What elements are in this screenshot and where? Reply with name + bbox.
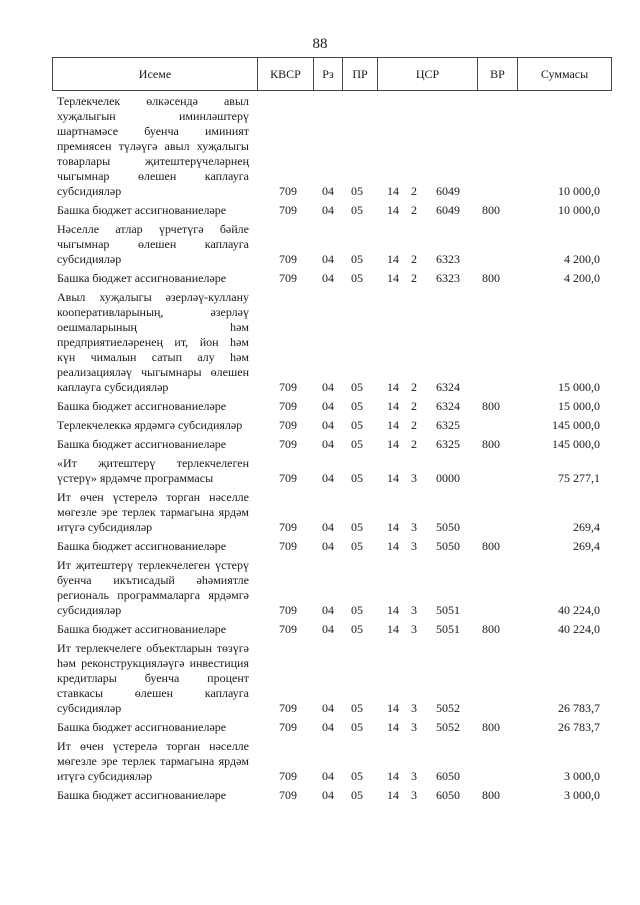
row-name-line: субсидияләр — [57, 603, 122, 617]
sum-cell: 4 200,0 — [564, 271, 600, 285]
sum-cell: 145 000,0 — [552, 437, 600, 451]
row-codes — [0, 539, 640, 554]
csr-program-cell: 14 — [387, 203, 399, 217]
pr-cell: 05 — [351, 184, 363, 198]
table-row — [0, 222, 640, 267]
row-codes — [0, 720, 640, 735]
sum-cell: 26 783,7 — [558, 701, 600, 715]
header-name: Исеме — [53, 58, 258, 90]
sum-cell: 15 000,0 — [558, 399, 600, 413]
rz-cell: 04 — [322, 271, 334, 285]
row-name-line: һәм реконструкцияләүгә инвестиция — [57, 656, 249, 670]
row-name-line: кооперативларының, әзерләү — [57, 305, 249, 319]
csr-subprogram-cell: 3 — [411, 720, 417, 734]
csr-program-cell: 14 — [387, 701, 399, 715]
pr-cell: 05 — [351, 539, 363, 553]
vr-cell: 800 — [482, 720, 500, 734]
pr-cell: 05 — [351, 437, 363, 451]
row-name-line: итүгә субсидияләр — [57, 769, 153, 783]
pr-cell: 05 — [351, 622, 363, 636]
pr-cell: 05 — [351, 769, 363, 783]
header-vr: ВР — [478, 58, 518, 90]
rz-cell: 04 — [322, 380, 334, 394]
rz-cell: 04 — [322, 701, 334, 715]
kvsr-cell: 709 — [279, 720, 297, 734]
csr-subprogram-cell: 3 — [411, 539, 417, 553]
csr-code-cell: 5051 — [436, 622, 460, 636]
row-name-line: субсидияләр — [57, 252, 122, 266]
csr-code-cell: 6049 — [436, 203, 460, 217]
csr-program-cell: 14 — [387, 769, 399, 783]
kvsr-cell: 709 — [279, 418, 297, 432]
row-name-line: Башка бюджет ассигнованиеләре — [57, 622, 227, 636]
rz-cell: 04 — [322, 203, 334, 217]
table-row — [0, 641, 640, 716]
kvsr-cell: 709 — [279, 184, 297, 198]
row-name-line: Ит җитештерү терлекчелеген үстерү — [57, 558, 249, 572]
row-codes — [0, 184, 640, 199]
row-name-line: мөгезле эре терлек тармагына ярдәм — [57, 754, 249, 768]
row-name-line: «Ит җитештерү терлекчелеген — [57, 456, 249, 470]
csr-code-cell: 5050 — [436, 520, 460, 534]
row-name-line: чыгымнар өлешен каплауга — [57, 169, 249, 183]
rz-cell: 04 — [322, 252, 334, 266]
row-codes — [0, 399, 640, 414]
csr-code-cell: 0000 — [436, 471, 460, 485]
csr-program-cell: 14 — [387, 471, 399, 485]
sum-cell: 145 000,0 — [552, 418, 600, 432]
kvsr-cell: 709 — [279, 252, 297, 266]
vr-cell: 800 — [482, 437, 500, 451]
row-codes — [0, 603, 640, 618]
row-name-line: чыгымнар өлешен каплауга — [57, 237, 249, 251]
csr-subprogram-cell: 2 — [411, 252, 417, 266]
csr-code-cell: 6050 — [436, 788, 460, 802]
pr-cell: 05 — [351, 252, 363, 266]
kvsr-cell: 709 — [279, 520, 297, 534]
kvsr-cell: 709 — [279, 603, 297, 617]
kvsr-cell: 709 — [279, 769, 297, 783]
csr-program-cell: 14 — [387, 184, 399, 198]
row-name-line: кредитлары буенча процент — [57, 671, 249, 685]
rz-cell: 04 — [322, 471, 334, 485]
csr-program-cell: 14 — [387, 399, 399, 413]
row-name-line: региональ программаларга ярдәмгә — [57, 588, 249, 602]
header-rz: Рз — [314, 58, 343, 90]
rz-cell: 04 — [322, 399, 334, 413]
csr-program-cell: 14 — [387, 252, 399, 266]
table-header — [52, 57, 612, 91]
pr-cell: 05 — [351, 520, 363, 534]
kvsr-cell: 709 — [279, 380, 297, 394]
vr-cell: 800 — [482, 788, 500, 802]
pr-cell: 05 — [351, 720, 363, 734]
row-name-line: каплауга субсидияләр — [57, 380, 169, 394]
row-name-line: Ит терлекчелеге объектларын төзүгә — [57, 641, 249, 655]
row-name-line: Авыл хуҗалыгы әзерләү-куллану — [57, 290, 249, 304]
csr-code-cell: 6049 — [436, 184, 460, 198]
row-name-line: Ит өчен үстерелә торган нәселле — [57, 490, 249, 504]
sum-cell: 40 224,0 — [558, 603, 600, 617]
table-row — [0, 622, 640, 637]
sum-cell: 26 783,7 — [558, 720, 600, 734]
table-row — [0, 290, 640, 395]
csr-subprogram-cell: 3 — [411, 520, 417, 534]
kvsr-cell: 709 — [279, 622, 297, 636]
csr-subprogram-cell: 2 — [411, 380, 417, 394]
csr-subprogram-cell: 3 — [411, 471, 417, 485]
pr-cell: 05 — [351, 603, 363, 617]
csr-subprogram-cell: 2 — [411, 399, 417, 413]
pr-cell: 05 — [351, 418, 363, 432]
kvsr-cell: 709 — [279, 471, 297, 485]
csr-subprogram-cell: 2 — [411, 418, 417, 432]
csr-program-cell: 14 — [387, 788, 399, 802]
csr-subprogram-cell: 3 — [411, 603, 417, 617]
kvsr-cell: 709 — [279, 701, 297, 715]
row-codes — [0, 769, 640, 784]
pr-cell: 05 — [351, 203, 363, 217]
table-row — [0, 539, 640, 554]
row-codes — [0, 271, 640, 286]
csr-code-cell: 6325 — [436, 418, 460, 432]
rz-cell: 04 — [322, 622, 334, 636]
csr-program-cell: 14 — [387, 271, 399, 285]
table-row — [0, 456, 640, 486]
row-name-line: Башка бюджет ассигнованиеләре — [57, 437, 227, 451]
csr-code-cell: 6323 — [436, 271, 460, 285]
row-name-line: Башка бюджет ассигнованиеләре — [57, 539, 227, 553]
vr-cell: 800 — [482, 622, 500, 636]
rz-cell: 04 — [322, 603, 334, 617]
csr-code-cell: 6325 — [436, 437, 460, 451]
vr-cell: 800 — [482, 539, 500, 553]
row-name-line: хуҗалыгын иминләштерү — [57, 109, 249, 123]
csr-code-cell: 6050 — [436, 769, 460, 783]
csr-subprogram-cell: 3 — [411, 622, 417, 636]
csr-subprogram-cell: 2 — [411, 271, 417, 285]
row-name-line: буенча икътисадый әһәмиятле — [57, 573, 249, 587]
table-row — [0, 399, 640, 414]
table-row — [0, 720, 640, 735]
table-row — [0, 203, 640, 218]
row-codes — [0, 252, 640, 267]
row-codes — [0, 380, 640, 395]
sum-cell: 40 224,0 — [558, 622, 600, 636]
row-name-line: мөгезле эре терлек тармагына ярдәм — [57, 505, 249, 519]
table-row — [0, 558, 640, 618]
pr-cell: 05 — [351, 701, 363, 715]
row-name-line: товарлары җитештерүчеләрнең — [57, 154, 249, 168]
vr-cell: 800 — [482, 271, 500, 285]
csr-subprogram-cell: 3 — [411, 769, 417, 783]
table-row — [0, 788, 640, 803]
kvsr-cell: 709 — [279, 271, 297, 285]
row-codes — [0, 418, 640, 433]
csr-subprogram-cell: 3 — [411, 788, 417, 802]
table-row — [0, 94, 640, 199]
csr-program-cell: 14 — [387, 520, 399, 534]
csr-subprogram-cell: 2 — [411, 437, 417, 451]
row-name-line: Башка бюджет ассигнованиеләре — [57, 271, 227, 285]
csr-program-cell: 14 — [387, 380, 399, 394]
kvsr-cell: 709 — [279, 399, 297, 413]
table-row — [0, 271, 640, 286]
pr-cell: 05 — [351, 271, 363, 285]
csr-code-cell: 5052 — [436, 701, 460, 715]
vr-cell: 800 — [482, 399, 500, 413]
csr-program-cell: 14 — [387, 539, 399, 553]
table-row — [0, 490, 640, 535]
csr-subprogram-cell: 2 — [411, 203, 417, 217]
row-name-line: күн чималын сатып алу һәм — [57, 350, 249, 364]
csr-code-cell: 5050 — [436, 539, 460, 553]
kvsr-cell: 709 — [279, 788, 297, 802]
row-name-line: Терлекчелеккә ярдәмгә субсидияләр — [57, 418, 243, 432]
rz-cell: 04 — [322, 788, 334, 802]
row-codes — [0, 701, 640, 716]
row-name-line: ставкасы өлешен каплауга — [57, 686, 249, 700]
table-row — [0, 739, 640, 784]
csr-code-cell: 6324 — [436, 380, 460, 394]
csr-subprogram-cell: 2 — [411, 184, 417, 198]
kvsr-cell: 709 — [279, 437, 297, 451]
sum-cell: 269,4 — [573, 539, 600, 553]
csr-program-cell: 14 — [387, 418, 399, 432]
page-number: 88 — [312, 36, 328, 52]
pr-cell: 05 — [351, 788, 363, 802]
rz-cell: 04 — [322, 520, 334, 534]
row-codes — [0, 622, 640, 637]
row-name-line: итүгә субсидияләр — [57, 520, 153, 534]
vr-cell: 800 — [482, 203, 500, 217]
row-name-line: Башка бюджет ассигнованиеләре — [57, 788, 227, 802]
table-row — [0, 418, 640, 433]
pr-cell: 05 — [351, 399, 363, 413]
csr-code-cell: 5052 — [436, 720, 460, 734]
row-name-line: Нәселле атлар үрчетүгә бәйле — [57, 222, 249, 236]
sum-cell: 15 000,0 — [558, 380, 600, 394]
csr-code-cell: 6324 — [436, 399, 460, 413]
table-body — [0, 94, 640, 807]
rz-cell: 04 — [322, 184, 334, 198]
rz-cell: 04 — [322, 720, 334, 734]
row-codes — [0, 437, 640, 452]
sum-cell: 3 000,0 — [564, 769, 600, 783]
row-codes — [0, 203, 640, 218]
kvsr-cell: 709 — [279, 539, 297, 553]
row-name-line: Башка бюджет ассигнованиеләре — [57, 720, 227, 734]
rz-cell: 04 — [322, 769, 334, 783]
csr-code-cell: 5051 — [436, 603, 460, 617]
row-name-line: үстерү» ярдәмче программасы — [57, 471, 214, 485]
row-codes — [0, 520, 640, 535]
sum-cell: 4 200,0 — [564, 252, 600, 266]
pr-cell: 05 — [351, 380, 363, 394]
row-codes — [0, 471, 640, 486]
row-name-line: оешмаларының һәм — [57, 320, 249, 334]
csr-subprogram-cell: 3 — [411, 701, 417, 715]
row-name-line: шартнамәсе буенча иминият — [57, 124, 249, 138]
header-pr: ПР — [343, 58, 378, 90]
csr-code-cell: 6323 — [436, 252, 460, 266]
header-csr: ЦСР — [378, 58, 478, 90]
row-name-line: Терлекчелек өлкәсендә авыл — [57, 94, 249, 108]
rz-cell: 04 — [322, 418, 334, 432]
row-name-line: Ит өчен үстерелә торган нәселле — [57, 739, 249, 753]
row-name-line: Башка бюджет ассигнованиеләре — [57, 399, 227, 413]
sum-cell: 10 000,0 — [558, 184, 600, 198]
header-sum: Суммасы — [540, 66, 589, 81]
row-name-line: реализацияләү чыгымнары өлешен — [57, 365, 249, 379]
row-name-line: субсидияләр — [57, 184, 122, 198]
rz-cell: 04 — [322, 437, 334, 451]
pr-cell: 05 — [351, 471, 363, 485]
csr-program-cell: 14 — [387, 720, 399, 734]
sum-cell: 10 000,0 — [558, 203, 600, 217]
rz-cell: 04 — [322, 539, 334, 553]
sum-cell: 75 277,1 — [558, 471, 600, 485]
sum-cell: 269,4 — [573, 520, 600, 534]
csr-program-cell: 14 — [387, 603, 399, 617]
header-kvsr: КВСР — [258, 58, 314, 90]
sum-cell: 3 000,0 — [564, 788, 600, 802]
row-name-line: премиясен түләүгә авыл хуҗалыгы — [57, 139, 249, 153]
row-name-line: Башка бюджет ассигнованиеләре — [57, 203, 227, 217]
csr-program-cell: 14 — [387, 622, 399, 636]
csr-program-cell: 14 — [387, 437, 399, 451]
row-codes — [0, 788, 640, 803]
row-name-line: предприятиеләренең ит, йон һәм — [57, 335, 249, 349]
table-row — [0, 437, 640, 452]
kvsr-cell: 709 — [279, 203, 297, 217]
row-name-line: субсидияләр — [57, 701, 122, 715]
